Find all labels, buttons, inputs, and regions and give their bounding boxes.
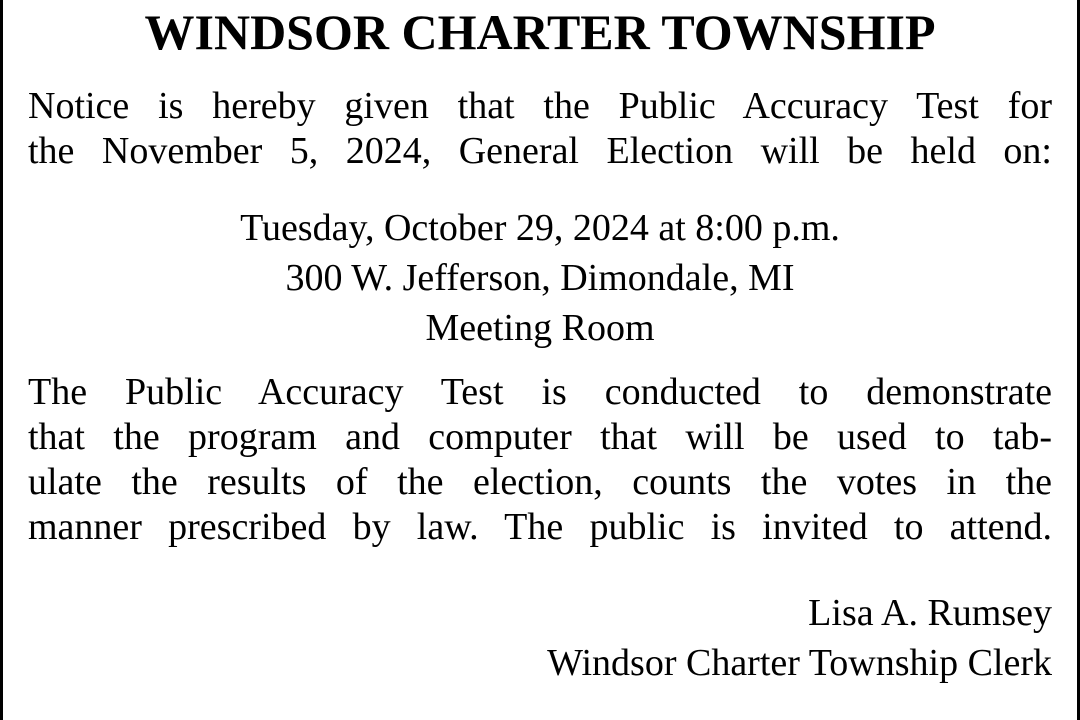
body-line: manner prescribed by law. The public is invited to attend. — [28, 506, 1052, 548]
body-line: The Public Accuracy Test is conducted to demonstrate — [28, 371, 1052, 413]
signature-role: Windsor Charter Township Clerk — [547, 642, 1052, 684]
intro-line: the November 5, 2024, General Election will be held on: — [28, 130, 1052, 172]
intro-paragraph — [28, 84, 1052, 174]
event-details — [0, 203, 1080, 353]
event-datetime: Tuesday, October 29, 2024 at 8:00 p.m. — [240, 207, 840, 249]
body-paragraph — [28, 370, 1052, 550]
event-address: 300 W. Jefferson, Dimondale, MI — [285, 257, 795, 299]
body-line: ulate the results of the election, counts the votes in the — [28, 461, 1052, 503]
signature-block — [547, 588, 1052, 688]
intro-line: Notice is hereby given that the Public Accuracy Test for — [28, 85, 1052, 127]
signature-name: Lisa A. Rumsey — [808, 592, 1052, 634]
notice-title: WINDSOR CHARTER TOWNSHIP — [144, 4, 936, 60]
body-line: that the program and computer that will be used to tab- — [28, 416, 1052, 458]
event-room: Meeting Room — [425, 307, 655, 349]
